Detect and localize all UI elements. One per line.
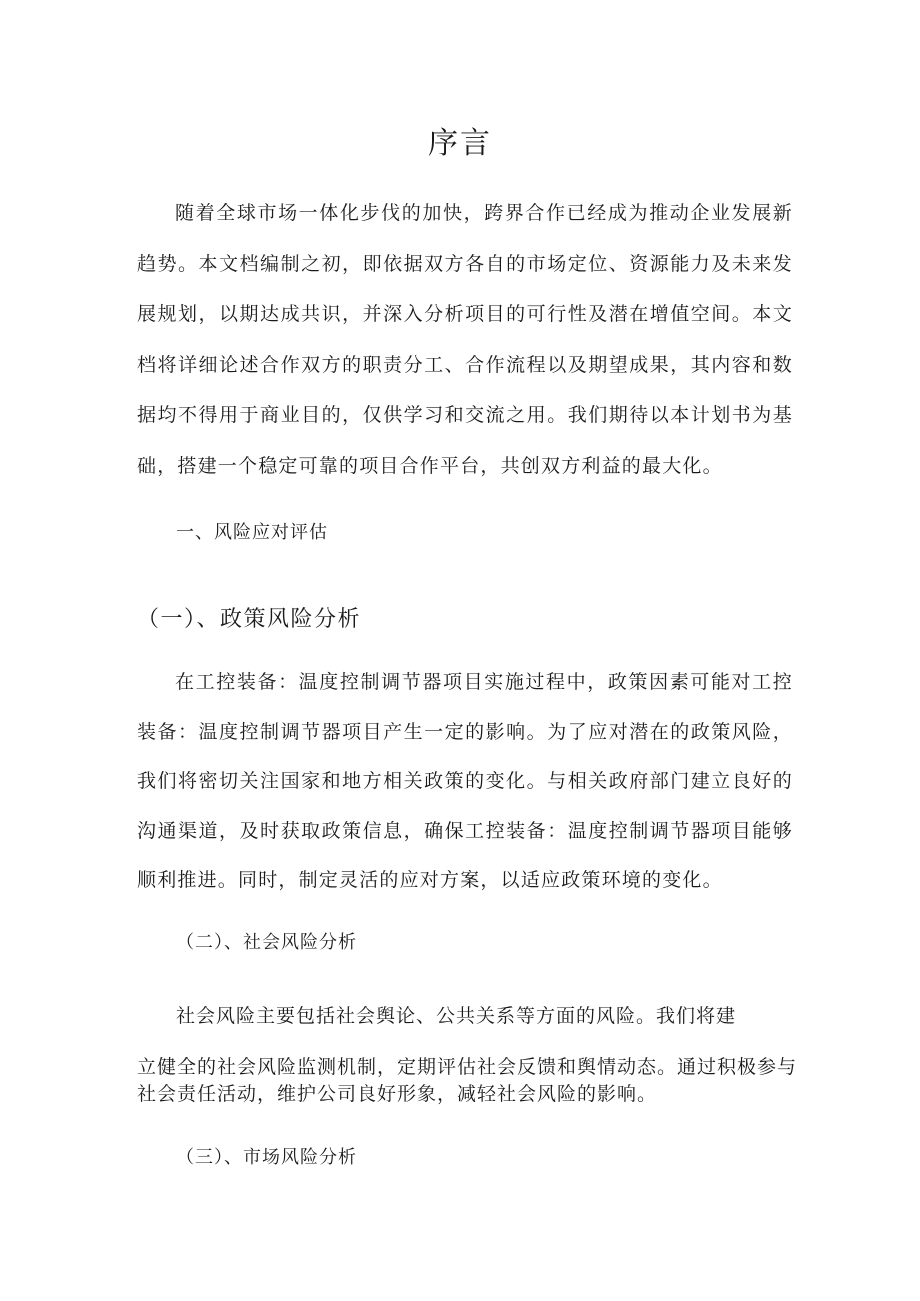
section-heading-risk-assessment: 一、风险应对评估 — [176, 522, 328, 543]
social-risk-line-1: 社会风险主要包括社会舆论、公共关系等方面的风险。我们将建 — [176, 1005, 737, 1027]
page-title: 序言 — [428, 126, 492, 161]
social-risk-line-3: 社会责任活动，维护公司良好形象，减轻社会风险的影响。 — [137, 1083, 658, 1105]
subsection-heading-social-risk: （二）、社会风险分析 — [176, 932, 357, 953]
subsection-heading-market-risk: （三）、市场风险分析 — [176, 1147, 357, 1168]
social-risk-line-2: 立健全的社会风险监测机制，定期评估社会反馈和舆情动态。通过积极参与 — [137, 1056, 798, 1078]
policy-risk-paragraph: 在工控装备：温度控制调节器项目实施过程中，政策因素可能对工控装备：温度控制调节器项目产生一定的影响。为了应对潜在的政策风险，我们将密切关注国家和地方相关政策的变化。与相关政府部门建立良好的沟通渠道，及时获取政策信息，确保工控装备：温度控制调节器项目能够顺利推进。同时，制定灵活的应对方案，以适应政策环境的变化。 — [137, 671, 793, 891]
preface-paragraph: 随着全球市场一体化步伐的加快，跨界合作已经成为推动企业发展新趋势。本文档编制之初，即依据双方各自的市场定位、资源能力及未来发展规划，以期达成共识，并深入分析项目的可行性及潜在增值空间。本文档将详细论述合作双方的职责分工、合作流程以及期望成果，其内容和数据均不得用于商业目的，仅供学习和交流之用。我们期待以本计划书为基础，搭建一个稳定可靠的项目合作平台，共创双方利益的最大化。 — [137, 202, 793, 477]
subsection-heading-policy-risk: （一）、政策风险分析 — [137, 607, 362, 632]
